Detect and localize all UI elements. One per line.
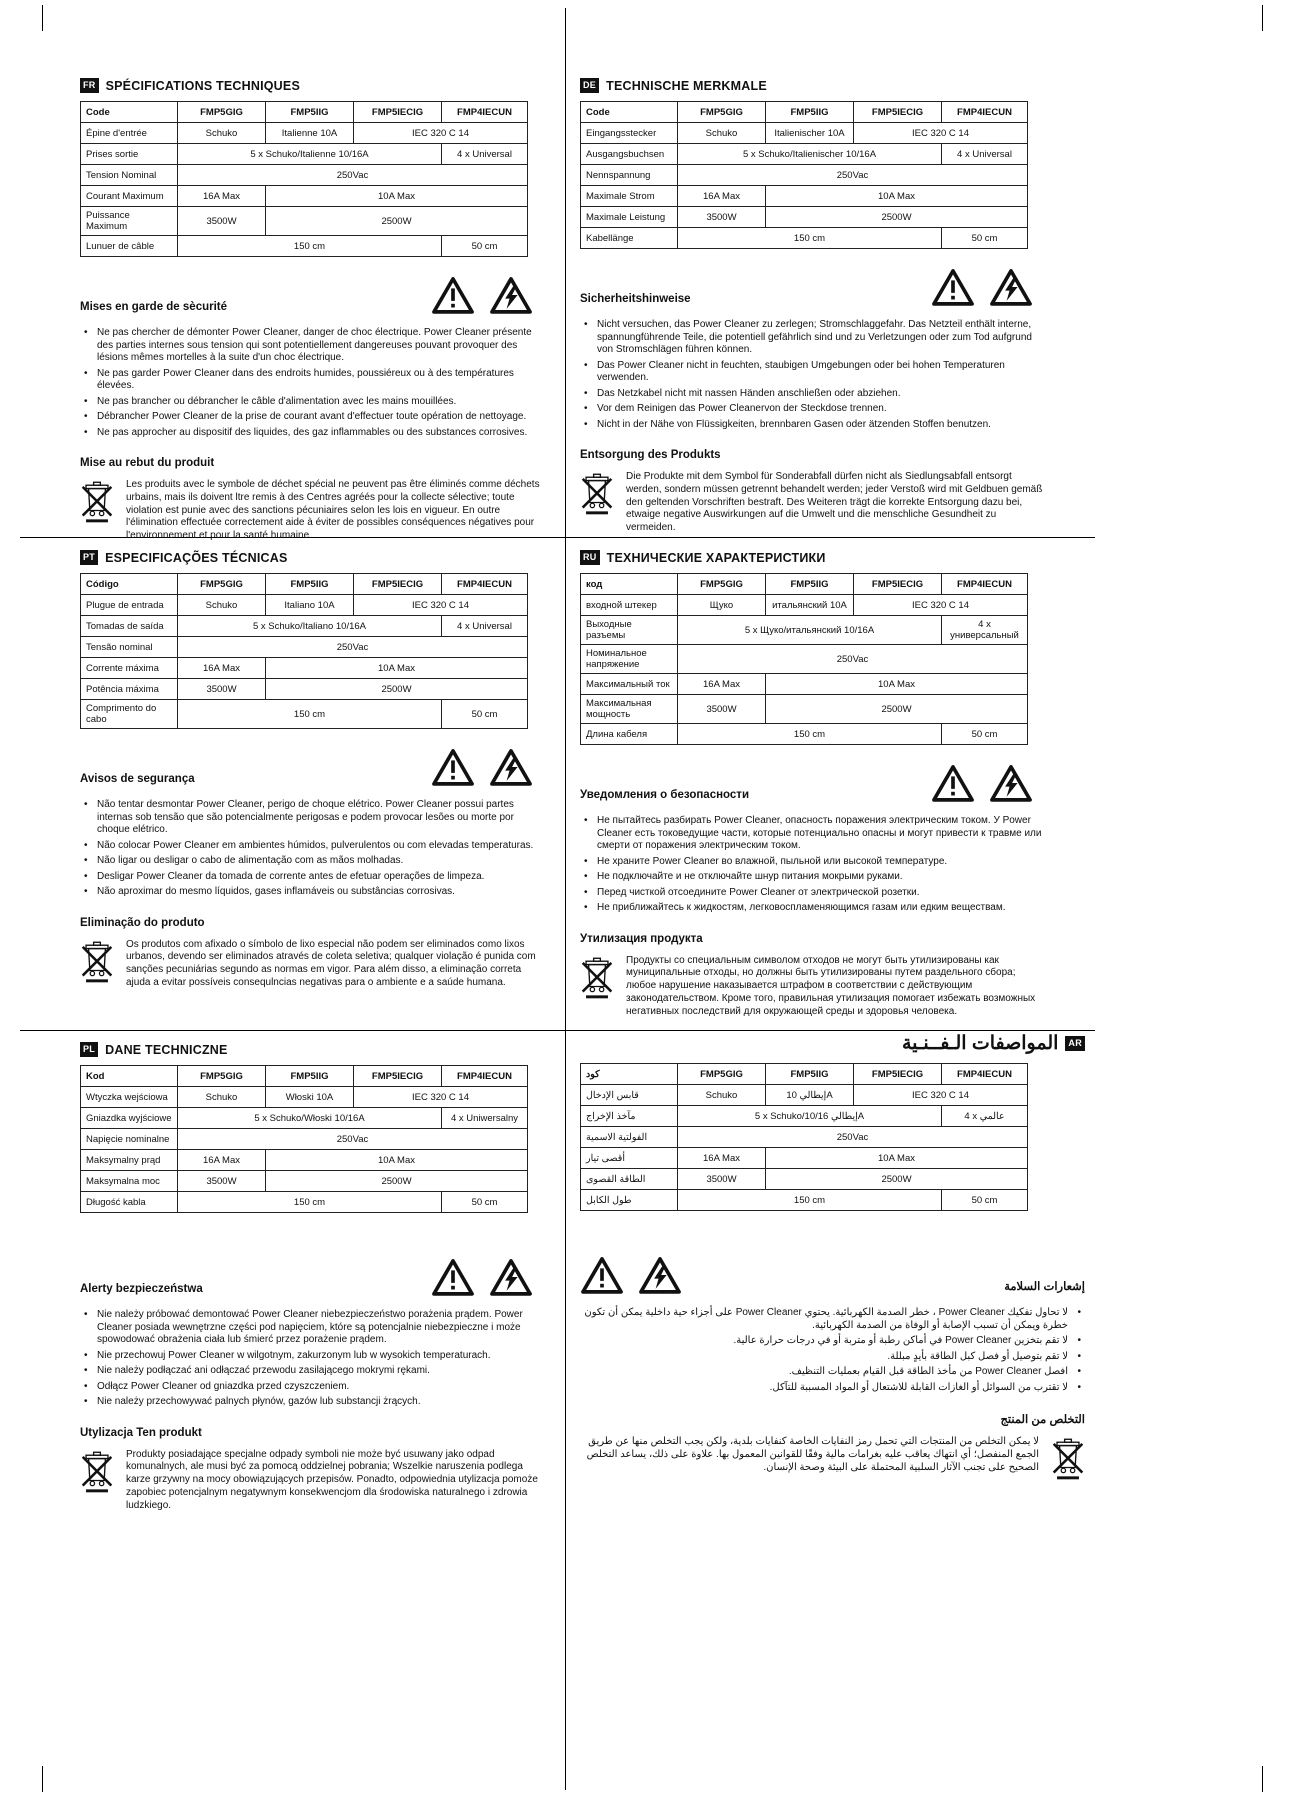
spec-value-cell: 5 x Schuko/Italienischer 10/16A <box>678 144 942 165</box>
warning-icons <box>580 1255 694 1295</box>
spec-row-label: Comprimento do cabo <box>81 700 178 729</box>
spec-row-label: Potência máxima <box>81 679 178 700</box>
spec-value-cell: IEC 320 C 14 <box>354 1087 528 1108</box>
spec-row-label: قابس الإدخال <box>581 1085 678 1106</box>
spec-value-cell: 4 x Uniwersalny <box>442 1108 528 1129</box>
spec-value-cell: IEC 320 C 14 <box>354 595 528 616</box>
language-badge-pt: PT <box>80 550 98 565</box>
warning-triangle-icon <box>431 275 475 315</box>
safety-bullet: • Nie należy podłączać ani odłączać przewodu zasilającego mokrymi rękami. <box>80 1365 545 1378</box>
spec-value-cell: 5 x Schuko/Włoski 10/16A <box>178 1108 442 1129</box>
crop-mark <box>1262 1766 1263 1792</box>
safety-header-row <box>580 763 1045 803</box>
safety-bullet: • Ne pas brancher ou débrancher le câble d'alimentation avec les mains mouillées. <box>80 396 545 409</box>
crossed-out-wheeled-bin-icon <box>1051 1436 1085 1481</box>
section-header <box>80 78 545 93</box>
disposal-text: Продукты со специальным символом отходов не могут быть утилизированы как муниципальные отходы, но должны быть утилизированы путем раздельного сбора; любое нарушение наказывается штрафом в соответствии с действующим законодательством. Кроме того, правильная утилизация помогает избежать возможных негативных последствий для окружающей среды и здоровья человека. <box>626 954 1036 1017</box>
safety-bullet: • Das Power Cleaner nicht in feuchten, staubigen Umgebungen oder bei hohen Temperaturen verwenden. <box>580 360 1045 385</box>
crop-mark <box>42 1766 43 1792</box>
spec-table <box>580 573 1028 745</box>
safety-bullet: • Ne pas approcher au dispositif des liquides, des gaz inflammables ou des substances corrosives. <box>80 427 545 440</box>
crop-mark <box>42 5 43 31</box>
crossed-out-wheeled-bin-icon <box>80 939 114 984</box>
spec-value-cell: IEC 320 C 14 <box>354 123 528 144</box>
crossed-out-wheeled-bin-icon <box>580 955 614 1000</box>
language-badge-de: DE <box>580 78 599 93</box>
safety-heading: Sicherheitshinweise <box>580 293 691 305</box>
safety-bullet: • Ne pas garder Power Cleaner dans des endroits humides, poussiéreux ou à des températures élevées. <box>80 368 545 393</box>
spec-value-cell: 5 x Schuko/Italiano 10/16A <box>178 616 442 637</box>
spec-value-cell: 3500W <box>678 207 766 228</box>
spec-row-label: входной штекер <box>581 595 678 616</box>
spec-col-header: FMP5IIG <box>766 1064 854 1085</box>
disposal-heading: Eliminação do produto <box>80 916 205 929</box>
safety-bullet-list <box>80 327 545 439</box>
spec-row-label: Maximale Strom <box>581 186 678 207</box>
language-badge-ar: AR <box>1065 1036 1085 1051</box>
spec-col-header: FMP5GIG <box>178 1066 266 1087</box>
disposal-text: Die Produkte mit dem Symbol für Sonderabfall dürfen nicht als Siedlungsabfall entsorgt werden, sondern müssen getrennt behandelt werden; jeder Verstoß wird mit Geldbuen gemäß den geltenden Vorschriften bestraft. Des Weiteren trägt die korrekte Entsorgung dazu bei, etwaige negative Auswirkungen auf die Umwelt und die menschliche Gesundheit zu vermeiden. <box>626 471 1043 534</box>
safety-header-row <box>80 1257 545 1297</box>
safety-header-row <box>580 1255 1085 1295</box>
spec-row-label: الفولتية الاسمية <box>581 1127 678 1148</box>
spec-table <box>80 1065 528 1213</box>
spec-value-cell: 10A Max <box>266 186 528 207</box>
spec-col-header: FMP4IECUN <box>942 102 1028 123</box>
spec-value-cell: 10A Max <box>266 658 528 679</box>
spec-col-header: FMP4IECUN <box>442 574 528 595</box>
spec-value-cell: 50 cm <box>942 724 1028 745</box>
spec-value-cell: 3500W <box>678 695 766 724</box>
spec-col-header: FMP5IECIG <box>854 1064 942 1085</box>
spec-value-cell: 3500W <box>178 1171 266 1192</box>
spec-row-label: Выходные разъемы <box>581 616 678 645</box>
section-header <box>80 550 545 565</box>
spec-row-label: Tomadas de saída <box>81 616 178 637</box>
language-badge-ru: RU <box>580 550 600 565</box>
spec-col-header: FMP5IIG <box>766 102 854 123</box>
spec-value-cell: 250Vac <box>678 165 1028 186</box>
crossed-out-wheeled-bin-icon <box>580 471 614 516</box>
spec-value-cell: Italiano 10A <box>266 595 354 616</box>
safety-bullet: • لا تقم بتوصيل أو فصل كبل الطاقة بأيدٍ مبللة. <box>580 1351 1085 1364</box>
spec-value-cell: IEC 320 C 14 <box>854 123 1028 144</box>
section-title: المواصفات الـفــنـية <box>901 1033 1059 1054</box>
disposal-text: Os produtos com afixado o símbolo de lixo especial não podem ser eliminados como lixos urbanos, devendo ser eliminados através de coleta seletiva; qualquer violação é punida com sanções pecuniárias segundo as normas em vigor. Para além disso, a eliminação correta ajuda a evitar possíveis consequlncias negativas para o ambiente e a saúde humana. <box>126 938 536 988</box>
section-header <box>580 78 1045 93</box>
spec-row-label: Номинальное напряжение <box>581 645 678 674</box>
spec-row-label: Wtyczka wejściowa <box>81 1087 178 1108</box>
safety-bullet: • Nie należy próbować demontować Power Cleaner niebezpieczeństwo porażenia prądem. Power Cleaner posiada wewnętrzne części pod napięciem, które są potencjalnie niebezpieczne i może spowodować obrażenia ciała lub śmierć przez porażenie prądem. <box>80 1309 545 1347</box>
spec-value-cell: 50 cm <box>942 1190 1028 1211</box>
disposal-text: لا يمكن التخلص من المنتجات التي تحمل رمز النفايات الخاصة كنفايات بلدية، ولكن يجب التخلص منها عن طريق الجمع المنفصل؛ أي انتهاك يعاقب عليه بغرامات مالية وفقًا للقوانين المعمول بها. علاوة على ذلك، يساعد التخلص الصحيح على تجنب الآثار السلبية المحتملة على البيئة وصحة الإنسان. <box>586 1436 1039 1473</box>
spec-col-header: FMP5IECIG <box>854 102 942 123</box>
spec-col-header: FMP5GIG <box>678 102 766 123</box>
spec-value-cell: 5 x Schuko/Italienne 10/16A <box>178 144 442 165</box>
spec-row-label: Длина кабеля <box>581 724 678 745</box>
section-title: TECHNISCHE MERKMALE <box>606 78 767 93</box>
spec-value-cell: 10A Max <box>766 186 1028 207</box>
spec-value-cell: IEC 320 C 14 <box>854 595 1028 616</box>
column-divider <box>565 8 566 1790</box>
warning-triangle-icon <box>931 267 975 307</box>
spec-value-cell: 16A Max <box>178 658 266 679</box>
spec-value-cell: 2500W <box>766 695 1028 724</box>
warning-icons <box>431 747 545 787</box>
spec-col-header: FMP5GIG <box>678 1064 766 1085</box>
safety-heading: إشعارات السلامة <box>1004 1281 1085 1293</box>
safety-bullet-list <box>580 1307 1085 1394</box>
safety-bullet: • افصل Power Cleaner من مأخذ الطاقة قبل القيام بعمليات التنظيف. <box>580 1366 1085 1379</box>
electric-shock-triangle-icon <box>489 275 533 315</box>
section-pt <box>80 550 545 990</box>
spec-row-label: Długość kabla <box>81 1192 178 1213</box>
spec-value-cell: 50 cm <box>942 228 1028 249</box>
spec-value-cell: Schuko <box>178 595 266 616</box>
safety-bullet: • Não colocar Power Cleaner em ambientes húmidos, pulverulentos ou com elevadas temperaturas. <box>80 840 545 853</box>
spec-row-label: Épine d'entrée <box>81 123 178 144</box>
spec-row-label: طول الكابل <box>581 1190 678 1211</box>
spec-value-cell: 150 cm <box>678 1190 942 1211</box>
safety-bullet: • Перед чисткой отсоедините Power Cleaner от электрической розетки. <box>580 887 1045 900</box>
warning-icons <box>931 267 1045 307</box>
spec-value-cell: Italienne 10A <box>266 123 354 144</box>
safety-bullet: • Não ligar ou desligar o cabo de alimentação com as mãos molhadas. <box>80 855 545 868</box>
warning-triangle-icon <box>431 747 475 787</box>
safety-heading: Уведомления о безопасности <box>580 789 750 801</box>
spec-row-label: Gniazdka wyjściowe <box>81 1108 178 1129</box>
section-pl <box>80 1042 545 1512</box>
spec-value-cell: 4 x عالمي <box>942 1106 1028 1127</box>
spec-col-header: FMP5IIG <box>266 102 354 123</box>
safety-header-row <box>80 275 545 315</box>
safety-bullet: • Nicht versuchen, das Power Cleaner zu zerlegen; Stromschlaggefahr. Das Netzteil enthält interne, spannungführende Teile, die potentiell gefährlich sind und zu Verletzungen oder zum Tod aufgrund von Stromschlägen führen können. <box>580 319 1045 357</box>
safety-heading: Mises en garde de sècurité <box>80 301 228 313</box>
safety-bullet: • Das Netzkabel nicht mit nassen Händen anschließen oder abziehen. <box>580 388 1045 401</box>
section-title: ТЕХНИЧЕСКИЕ ХАРАКТЕРИСТИКИ <box>606 550 826 565</box>
disposal-heading: Utylizacja Ten produkt <box>80 1426 202 1439</box>
spec-value-cell: Schuko <box>678 1085 766 1106</box>
spec-value-cell: 150 cm <box>178 236 442 257</box>
disposal-body <box>580 955 1045 1019</box>
spec-value-cell: 16A Max <box>678 674 766 695</box>
spec-value-cell: 5 x Щуко/итальянский 10/16A <box>678 616 942 645</box>
safety-bullet: • Nie należy przechowywać palnych płynów, gazów lub substancji żrących. <box>80 1396 545 1409</box>
section-title: DANE TECHNICZNE <box>105 1042 228 1057</box>
spec-row-label: Courant Maximum <box>81 186 178 207</box>
electric-shock-triangle-icon <box>489 1257 533 1297</box>
spec-value-cell: Włoski 10A <box>266 1087 354 1108</box>
spec-value-cell: 10A Max <box>766 674 1028 695</box>
safety-bullet: • Ne pas chercher de démonter Power Cleaner, danger de choc électrique. Power Cleaner présente des parties internes sous tension qui sont potentiellement dangereuses pouvant provoquer des lésions mêmes mortelles à la suite d'un choc électrique. <box>80 327 545 365</box>
spec-value-cell: 16A Max <box>678 186 766 207</box>
disposal-body <box>80 479 545 543</box>
safety-bullet: • Не пытайтесь разбирать Power Cleaner, опасность поражения электрическим током. У Power Cleaner есть токоведущие части, которые потенциально опасны и могут привести к травме или смерти от поражения электрическим током. <box>580 815 1045 853</box>
safety-bullet-list <box>80 1309 545 1409</box>
spec-value-cell: 150 cm <box>178 1192 442 1213</box>
spec-col-header: FMP5GIG <box>678 574 766 595</box>
spec-col-header: FMP5IECIG <box>854 574 942 595</box>
section-ru <box>580 550 1045 1018</box>
spec-value-cell: Schuko <box>178 1087 266 1108</box>
safety-bullet-list <box>80 799 545 899</box>
section-header <box>80 1042 545 1057</box>
spec-col-header: FMP5GIG <box>178 102 266 123</box>
spec-row-label: Kabellänge <box>581 228 678 249</box>
spec-row-label: Corrente máxima <box>81 658 178 679</box>
spec-row-label: Napięcie nominalne <box>81 1129 178 1150</box>
electric-shock-triangle-icon <box>989 267 1033 307</box>
safety-header-row <box>580 267 1045 307</box>
spec-value-cell: 3500W <box>178 207 266 236</box>
spec-value-cell: 150 cm <box>678 724 942 745</box>
spec-col-header: Kod <box>81 1066 178 1087</box>
safety-bullet: • Odłącz Power Cleaner od gniazdka przed czyszczeniem. <box>80 1381 545 1394</box>
safety-bullet: • Vor dem Reinigen das Power Cleanervon der Steckdose trennen. <box>580 403 1045 416</box>
safety-header-row <box>80 747 545 787</box>
spec-value-cell: 50 cm <box>442 1192 528 1213</box>
warning-triangle-icon <box>931 763 975 803</box>
safety-bullet: • لا تقم بتخزين Power Cleaner في أماكن رطبة أو متربة أو في درجات حرارة عالية. <box>580 1335 1085 1348</box>
spec-col-header: FMP5IIG <box>766 574 854 595</box>
safety-bullet: • Не подключайте и не отключайте шнур питания мокрыми руками. <box>580 871 1045 884</box>
spec-col-header: FMP5IECIG <box>354 1066 442 1087</box>
spec-row-label: Maksymalna moc <box>81 1171 178 1192</box>
spec-value-cell: 250Vac <box>678 645 1028 674</box>
spec-row-label: Nennspannung <box>581 165 678 186</box>
section-de <box>580 78 1045 535</box>
disposal-heading: التخلص من المنتج <box>1000 1414 1085 1426</box>
safety-bullet: • لا تحاول تفكيك Power Cleaner ، خطر الصدمة الكهربائية. يحتوي Power Cleaner على أجزاء حية داخلية يمكن أن تكون خطرة ويمكن أن تسبب الإصابة أو الوفاة من الصدمة الكهربائية. <box>580 1307 1085 1332</box>
section-header <box>580 1032 1085 1055</box>
safety-bullet: • Nie przechowuj Power Cleaner w wilgotnym, zakurzonym lub w wysokich temperaturach. <box>80 1350 545 1363</box>
spec-value-cell: 4 x универсальный <box>942 616 1028 645</box>
row-divider <box>20 1030 1095 1031</box>
disposal-heading: Entsorgung des Produkts <box>580 449 721 461</box>
section-header <box>580 550 1045 565</box>
language-badge-pl: PL <box>80 1042 98 1057</box>
spec-row-label: Tensão nominal <box>81 637 178 658</box>
spec-value-cell: 5 x Schuko/إيطالي 10/16A <box>678 1106 942 1127</box>
spec-col-header: FMP5IECIG <box>354 102 442 123</box>
spec-value-cell: 4 x Universal <box>442 616 528 637</box>
safety-bullet: • Nicht in der Nähe von Flüssigkeiten, brennbaren Gasen oder ätzenden Stoffen benutzen. <box>580 419 1045 432</box>
language-badge-fr: FR <box>80 78 99 93</box>
spec-value-cell: 50 cm <box>442 236 528 257</box>
spec-value-cell: 4 x Universal <box>942 144 1028 165</box>
warning-triangle-icon <box>431 1257 475 1297</box>
spec-row-label: Eingangsstecker <box>581 123 678 144</box>
spec-value-cell: 16A Max <box>178 186 266 207</box>
spec-col-header: Code <box>581 102 678 123</box>
warning-triangle-icon <box>580 1255 624 1295</box>
spec-value-cell: 250Vac <box>178 1129 528 1150</box>
spec-row-label: Maximale Leistung <box>581 207 678 228</box>
spec-col-header: Código <box>81 574 178 595</box>
spec-value-cell: Schuko <box>678 123 766 144</box>
safety-bullet: • Desligar Power Cleaner da tomada de corrente antes de efetuar operações de limpeza. <box>80 871 545 884</box>
disposal-body <box>580 471 1045 535</box>
section-ar <box>580 1032 1085 1481</box>
spec-row-label: Максимальная мощность <box>581 695 678 724</box>
spec-value-cell: 150 cm <box>678 228 942 249</box>
spec-value-cell: 3500W <box>178 679 266 700</box>
spec-table <box>80 573 528 729</box>
spec-value-cell: Schuko <box>178 123 266 144</box>
electric-shock-triangle-icon <box>989 763 1033 803</box>
spec-col-header: FMP5IIG <box>266 574 354 595</box>
section-fr <box>80 78 545 543</box>
spec-row-label: أقصى تيار <box>581 1148 678 1169</box>
disposal-text: Produkty posiadające specjalne odpady symboli nie może być usuwany jako odpad komunalnych, ale musi być za pomocą oddzielnej pobrania; Wszelkie naruszenia podlega karze grzywny na mocy obowiązujących przepisów. Ponadto, odpowiednia utylizacja pomoże zapobiec potencjalnym negatywnym konsekwencjom dla środowiska naturalnego i zdrowia ludzkiego. <box>126 1448 538 1511</box>
spec-value-cell: 250Vac <box>678 1127 1028 1148</box>
spec-row-label: Максимальный ток <box>581 674 678 695</box>
spec-table <box>80 101 528 257</box>
warning-icons <box>431 1257 545 1297</box>
spec-value-cell: 250Vac <box>178 637 528 658</box>
disposal-body <box>80 1449 545 1513</box>
spec-row-label: Tension Nominal <box>81 165 178 186</box>
spec-row-label: Plugue de entrada <box>81 595 178 616</box>
disposal-heading: Mise au rebut du produit <box>80 457 215 469</box>
spec-value-cell: 4 x Universal <box>442 144 528 165</box>
spec-col-header: FMP5GIG <box>178 574 266 595</box>
safety-bullet: • Не храните Power Cleaner во влажной, пыльной или высокой температуре. <box>580 856 1045 869</box>
spec-col-header: FMP4IECUN <box>442 102 528 123</box>
spec-value-cell: 2500W <box>266 1171 528 1192</box>
disposal-text: Les produits avec le symbole de déchet spécial ne peuvent pas être éliminés comme déchets urbains, mais ils doivent ltre remis à des Centres agréés pour la collecte sélective; toute violation est punie avec des sanctions pécuniaires selon les lois en vigueur. En outre l'élimination effectuée correctement aide à éviter de possibles conséquences négatives pour l'environnement et pour la santé humaine. <box>126 479 540 542</box>
spec-col-header: FMP5IECIG <box>354 574 442 595</box>
safety-bullet: • Não tentar desmontar Power Cleaner, perigo de choque elétrico. Power Cleaner possui partes internas sob tensão que são potencialmente perigosas e podem provocar lesões ou morte por choque elétrico. <box>80 799 545 837</box>
spec-value-cell: 2500W <box>266 679 528 700</box>
electric-shock-triangle-icon <box>489 747 533 787</box>
spec-row-label: الطاقة القصوى <box>581 1169 678 1190</box>
spec-col-header: FMP4IECUN <box>942 1064 1028 1085</box>
spec-value-cell: IEC 320 C 14 <box>854 1085 1028 1106</box>
spec-value-cell: 16A Max <box>678 1148 766 1169</box>
spec-row-label: مآخذ الإخراج <box>581 1106 678 1127</box>
spec-col-header: FMP5IIG <box>266 1066 354 1087</box>
spec-value-cell: 10A Max <box>266 1150 528 1171</box>
safety-bullet-list <box>580 319 1045 431</box>
warning-icons <box>431 275 545 315</box>
spec-col-header: FMP4IECUN <box>442 1066 528 1087</box>
spec-value-cell: 50 cm <box>442 700 528 729</box>
spec-value-cell: 2500W <box>766 1169 1028 1190</box>
spec-col-header: Code <box>81 102 178 123</box>
spec-value-cell: Щуко <box>678 595 766 616</box>
spec-value-cell: 2500W <box>266 207 528 236</box>
safety-heading: Avisos de segurança <box>80 773 195 785</box>
spec-value-cell: 150 cm <box>178 700 442 729</box>
disposal-body <box>580 1436 1085 1481</box>
spec-value-cell: 16A Max <box>178 1150 266 1171</box>
spec-value-cell: إيطالي 10A <box>766 1085 854 1106</box>
spec-value-cell: 10A Max <box>766 1148 1028 1169</box>
warning-icons <box>931 763 1045 803</box>
spec-row-label: Prises sortie <box>81 144 178 165</box>
electric-shock-triangle-icon <box>638 1255 682 1295</box>
spec-value-cell: 2500W <box>766 207 1028 228</box>
spec-row-label: Maksymalny prąd <box>81 1150 178 1171</box>
disposal-heading: Утилизация продукта <box>580 932 703 945</box>
spec-col-header: FMP4IECUN <box>942 574 1028 595</box>
spec-col-header: كود <box>581 1064 678 1085</box>
spec-value-cell: 250Vac <box>178 165 528 186</box>
safety-bullet-list <box>580 815 1045 915</box>
safety-bullet: • Não aproximar do mesmo líquidos, gases inflamáveis ou substâncias corrosivas. <box>80 886 545 899</box>
spec-value-cell: итальянский 10A <box>766 595 854 616</box>
section-title: ESPECIFICAÇÕES TÉCNICAS <box>105 550 288 565</box>
spec-value-cell: Italienischer 10A <box>766 123 854 144</box>
safety-bullet: • Не приближайтесь к жидкостям, легковоспламеняющимся газам или едким веществам. <box>580 902 1045 915</box>
safety-bullet: • لا تقترب من السوائل أو الغازات القابلة للاشتعال أو المواد المسببة للتآكل. <box>580 1382 1085 1395</box>
crossed-out-wheeled-bin-icon <box>80 1449 114 1494</box>
safety-bullet: • Débrancher Power Cleaner de la prise de courant avant d'effectuer toute opération de nettoyage. <box>80 411 545 424</box>
spec-row-label: Lunuer de câble <box>81 236 178 257</box>
crossed-out-wheeled-bin-icon <box>80 479 114 524</box>
spec-row-label: Puissance Maximum <box>81 207 178 236</box>
crop-mark <box>1262 5 1263 31</box>
safety-heading: Alerty bezpieczeństwa <box>80 1283 203 1295</box>
spec-col-header: код <box>581 574 678 595</box>
spec-row-label: Ausgangsbuchsen <box>581 144 678 165</box>
spec-table <box>580 101 1028 249</box>
section-title: SPÉCIFICATIONS TECHNIQUES <box>105 78 300 93</box>
spec-value-cell: 3500W <box>678 1169 766 1190</box>
disposal-body <box>80 939 545 990</box>
spec-table <box>580 1063 1028 1211</box>
